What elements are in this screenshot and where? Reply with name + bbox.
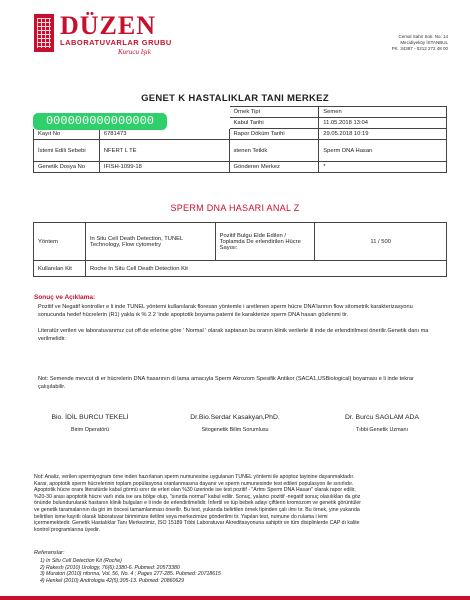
table-row: [34, 223, 447, 261]
method-value: In Situ Cell Death Detection, TUNEL Technology, Flow cytometry: [85, 223, 215, 261]
info-label: stenen Tetkik: [229, 140, 319, 162]
address-line: Cemal Sahir Sok. No: 14: [398, 34, 448, 39]
table-row: [34, 129, 447, 140]
signature-name: Bio. İDİL BURCU TEKELİ: [51, 414, 129, 421]
method-label: Yöntem: [34, 223, 86, 261]
note-line: kontrol programlarına üyedir.: [34, 526, 101, 533]
method-table: [33, 222, 447, 277]
info-value: NFERT L TE: [99, 140, 229, 162]
info-value: Semen: [319, 107, 447, 118]
info-label: Rapor Döküm Tarihi: [229, 129, 319, 140]
references-heading: Referanslar:: [34, 550, 65, 556]
note-line: belirtilen isme kayıtlı olarak laboratuvar birimimize iletilmi veya merkezimize gönderilmi tir. Yapılan test, numune do rulama i lemi: [34, 513, 328, 520]
section-title: SPERM DNA HASARI ANAL Z: [170, 203, 300, 213]
reference-item: 4) Henkel (2010) Andrologia 42(5):305-13. Pubmed: 20860629: [40, 577, 185, 584]
company-logo-subtitle: LABORATUVARLAR GRUBU: [60, 38, 172, 47]
info-label: Gönderen Merkez: [229, 162, 319, 173]
positive-count-label: Pozitif Bulgu Elde Edilen / Toplamda De erlendirilen Hücre Sayısı:: [215, 223, 315, 261]
company-logo-signature: Kurucu Işık: [118, 48, 151, 56]
info-label: Genetik Dosya No: [34, 162, 100, 173]
info-value: IFISH-1099-18: [99, 162, 229, 173]
signature-role: Birim Operatörü: [70, 427, 110, 433]
footer-rule: [0, 596, 470, 600]
signature-role: Tıbbi Genetik Uzmanı: [355, 427, 409, 433]
result-paragraph: Literatür verileri ve laboratuvarımız cut off de erlerine göre ' Normal ' olarak saptanan bu oranın klinik verilerle ili inde de erlendirilmesi önerilir.Genetik danı ma verilmelidir.: [38, 328, 429, 342]
disclaimer-note: [34, 474, 444, 533]
result-paragraph: Pozitif ve Negatif kontroller e li inde TUNEL yöntemi kullanılarak floresan yöntemle i aretlenen sperm hücre DNA'larının flow sitometrik karakterizasyonu sonucunda hedef hücrelerin (R1) yakla ık % 2.2 'inde apoptotik boyama paterni ile karakterize sperm DNA hasarı gözlenmi tir.: [38, 304, 413, 318]
signature-role: Sitogenetik Bilim Sorumlusu: [201, 427, 269, 433]
note-line: ve genetik taramalarının da giri im öncesi tamamlanması önerilir. Bu test, yukarıda belirtilen örnek tipinden çalı ılmı tır. Bu örnek, yine yukarıda: [34, 506, 360, 513]
report-title: GENET K HASTALIKLAR TANI MERKEZ: [141, 93, 329, 104]
signature-name: Dr. Burcu SAGLAM ADA: [344, 414, 420, 421]
info-label: İstemi Edili Sebebi: [34, 140, 100, 162]
signature-name: Dr.Bio.Serdar Kasakyan,PhD.: [190, 414, 280, 421]
redaction-overlay: 000000000000000: [33, 113, 167, 130]
table-row: [34, 140, 447, 162]
note-line: içermemektedir. Genetik Hastalıklar Tanı Merkezimiz, ISO 15189 Tıbbi Laboratuvar Akreditasyonuna sahiptir ve tüm disiplinlerde CAP dı kalite: [34, 520, 360, 527]
note-line: Not: Analiz, verilen spermiyogram örne inden hazırlanan sperm numunesine uygulanan TUNEL yöntemi ile apoptoz tayinine dayanmaktadır.: [34, 474, 355, 480]
reference-item: 2) Rakesh (2010) Urology, 76(6):1380-6. Pubmed: 20573380: [40, 564, 180, 571]
info-value: 11.05.2018 13:04: [319, 118, 447, 129]
info-value: *: [319, 162, 447, 173]
note-paragraph: Not: Semende mevcut di er hücrelerin DNA hasarının di lama amacıyla Sperm Akrozom Spesifik Antikor (SACA1,USBiological) boyaması e li inde tekrar çalışılabilir.: [38, 376, 414, 390]
address-line: PK. 34387 - 0212 272 48 00: [391, 46, 448, 51]
address-line: Mecidiyeköy İSTANBUL: [400, 40, 448, 45]
references-list: [40, 558, 221, 584]
kit-label: Kullanılan Kit: [34, 261, 86, 277]
table-row: [34, 261, 447, 277]
reference-item: 3) Muratori (2010) nforma, Vol. 56, No. 4 ; Pages 277-285. Pubmed: 20718615: [40, 571, 221, 578]
info-value: Sperm DNA Hasarı: [319, 140, 447, 162]
reference-item: 1) In Situ Cell Detection Kit (Roche): [40, 558, 122, 564]
info-label: Kayıt No: [34, 129, 100, 140]
company-logo-mark: [34, 14, 54, 52]
info-label: Kabul Tarihi: [229, 118, 319, 129]
kit-value: Roche In Situ Cell Death Detection Kit: [85, 261, 446, 277]
note-line: Apoptotik hücre oranı literatürde kabul görmü sınır de erleri olan %30 üzerinde ise test pozitif - "Artmı Sperm DNA Hasarı" olarak rapor edilir,: [34, 487, 356, 494]
table-row: [34, 162, 447, 173]
positive-count-value: 11 / 500: [315, 223, 447, 261]
note-line: önünde bulundurularak hastanın klinik bulguları e li inde de erlendirilmelidir. İnfertil ve tüp bebek adayı çiftlerin kromozom ve genetik görüntüler: [34, 500, 361, 507]
company-address: [392, 34, 448, 52]
note-line: %20-30 arası apoptotik hücre varlı ında ise ara bölge olup, "sınırda normal" kabul edilir. Sonuç, yalancı pozitif -negatif sonuç olasılıkları da göz: [34, 493, 361, 500]
info-value: 6781473: [99, 129, 229, 140]
info-label: Örnek Tipi: [229, 107, 319, 118]
company-logo-name: DÜZEN: [60, 11, 157, 40]
info-value: 29.05.2018 10:19: [319, 129, 447, 140]
note-line: Karar, apoptotik sperm hücrelerinin toplam popülasyona oranlanmasına dayanır ve sperm numunesinde test edileri populasyon ile sınırlıdır.: [34, 480, 354, 487]
results-heading: Sonuç ve Açıklama:: [34, 294, 96, 301]
